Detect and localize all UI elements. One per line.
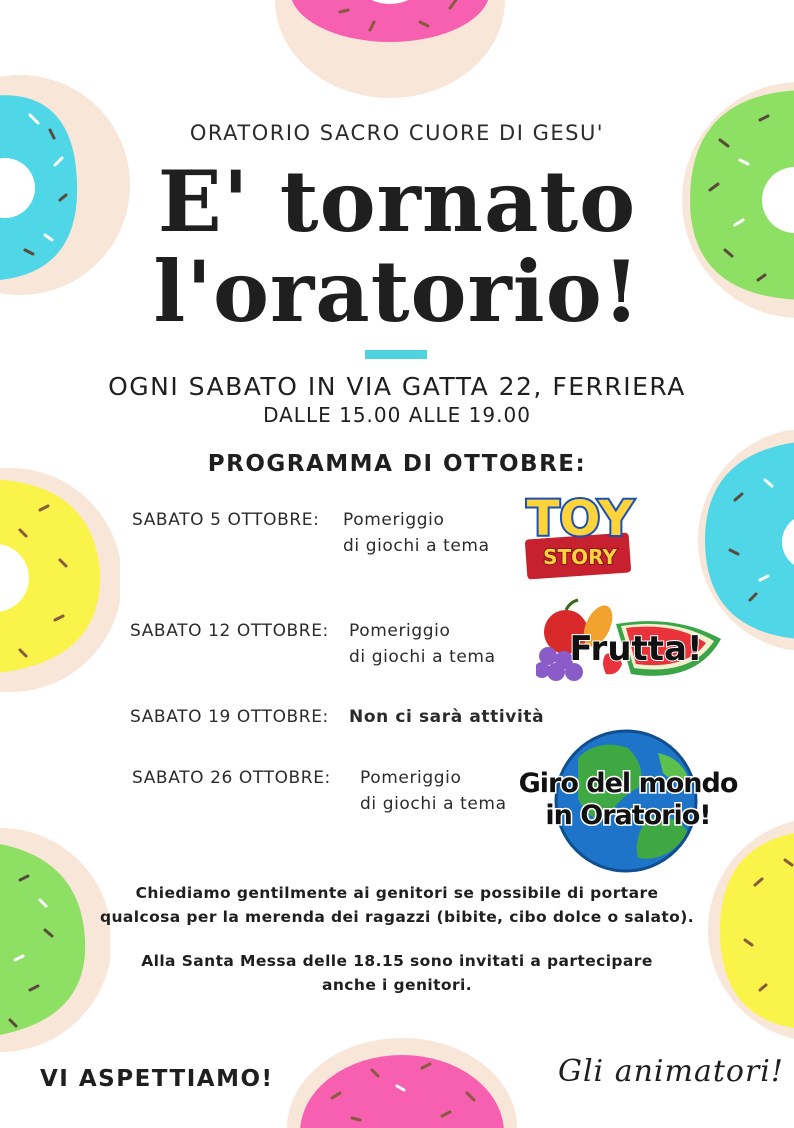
globe-logo-line1: Giro del mondo <box>518 768 738 799</box>
event-1-line2: di giochi a tema <box>343 536 490 556</box>
event-2-line1: Pomeriggio <box>349 621 451 641</box>
globe-logo-line2: in Oratorio! <box>545 800 711 831</box>
program-title: PROGRAMMA DI OTTOBRE: <box>207 451 587 477</box>
footer-signature: Gli animatori! <box>558 1054 784 1089</box>
donut-mid-left-yellow-icon <box>0 460 120 700</box>
donut-bottom-pink-icon <box>282 1038 522 1128</box>
merenda-note-line1: Chiediamo gentilmente ai genitori se possibile di portare <box>135 884 659 902</box>
toy-story-logo-line1: TOY <box>526 491 634 547</box>
event-2-line2: di giochi a tema <box>349 647 496 667</box>
toy-story-logo-line2: STORY <box>543 545 617 569</box>
fruit-illustration-icon <box>536 594 726 686</box>
event-4-line1: Pomeriggio <box>360 768 462 788</box>
messa-note-line1: Alla Santa Messa delle 18.15 sono invitati a partecipare <box>141 952 653 970</box>
fruit-logo-text: Frutta! <box>569 629 703 669</box>
event-1-line1: Pomeriggio <box>343 510 445 530</box>
page-title-line-1: E' tornato <box>157 152 637 251</box>
event-2-date: SABATO 12 OTTOBRE: <box>130 621 329 641</box>
location-text: OGNI SABATO IN VIA GATTA 22, FERRIERA <box>108 372 686 401</box>
event-3-line1: Non ci sarà attività <box>349 707 545 727</box>
donut-bottom-left-green-icon <box>0 820 110 1060</box>
organization-kicker: ORATORIO SACRO CUORE DI GESU' <box>189 121 605 145</box>
globe-illustration-icon <box>518 728 738 874</box>
toy-story-logo-icon <box>518 488 642 582</box>
event-4-line2: di giochi a tema <box>360 794 507 814</box>
donut-top-pink-icon <box>270 0 510 100</box>
event-4-date: SABATO 26 OTTOBRE: <box>132 768 331 788</box>
hours-text: DALLE 15.00 ALLE 19.00 <box>263 403 531 427</box>
footer-welcome: VI ASPETTIAMO! <box>40 1066 274 1092</box>
messa-note-line2: anche i genitori. <box>322 976 472 994</box>
merenda-note-line2: qualcosa per la merenda dei ragazzi (bibite, cibo dolce o salato). <box>99 908 694 926</box>
page-title-line-2: l'oratorio! <box>153 242 641 341</box>
divider-bar <box>365 350 427 359</box>
event-3-date: SABATO 19 OTTOBRE: <box>130 707 329 727</box>
event-1-date: SABATO 5 OTTOBRE: <box>132 510 320 530</box>
